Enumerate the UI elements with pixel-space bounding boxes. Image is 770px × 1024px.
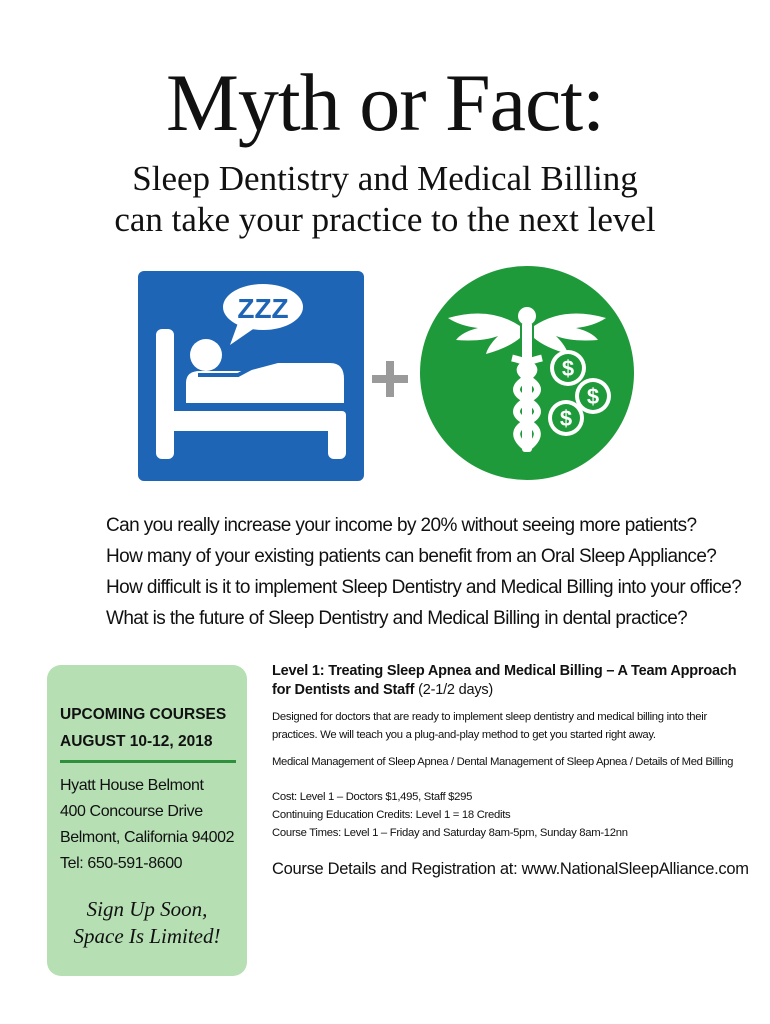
bed-footboard — [328, 411, 346, 459]
signup-line-2: Space Is Limited! — [73, 924, 221, 948]
signup-callout — [47, 896, 247, 950]
course-title — [272, 662, 742, 700]
dollar-coin-1 — [550, 350, 586, 386]
caduceus-dollar-icon — [420, 266, 634, 480]
course-description: Designed for doctors that are ready to implement sleep dentistry and medical billing into their practices. We will teach you a plug-and-play method to get you started right away. — [272, 711, 707, 741]
bed-icon-graphic — [138, 271, 364, 481]
course-topics: Medical Management of Sleep Apnea / Dental Management of Sleep Apnea / Details of Med Billing — [272, 756, 734, 768]
registration-link[interactable]: Course Details and Registration at: www.NationalSleepAlliance.com — [272, 860, 749, 878]
upcoming-courses-title: UPCOMING COURSES — [60, 706, 227, 723]
subtitle-line-2: can take your practice to the next level — [114, 200, 656, 239]
sleeper-head — [190, 339, 222, 371]
question-1: Can you really increase your income by 20% without seeing more patients? — [106, 515, 697, 536]
staff — [522, 322, 532, 452]
venue-address — [60, 773, 234, 877]
venue-street: 400 Concourse Drive — [60, 803, 203, 820]
question-3: How difficult is it to implement Sleep Dentistry and Medical Billing into your office? — [106, 577, 742, 598]
bed-base — [156, 411, 346, 431]
upcoming-courses-heading — [60, 701, 226, 755]
course-cost: Cost: Level 1 – Doctors $1,495, Staff $295 — [272, 791, 473, 803]
course-duration: (2-1/2 days) — [418, 682, 494, 698]
page-title: Myth or Fact: — [166, 57, 604, 148]
svg-text:$: $ — [586, 384, 600, 409]
course-details — [272, 662, 749, 879]
subtitle — [0, 158, 770, 240]
speech-bubble-tail — [230, 323, 256, 345]
question-list — [106, 510, 742, 634]
svg-text:$: $ — [561, 356, 575, 381]
course-times: Course Times: Level 1 – Friday and Saturday 8am-5pm, Sunday 8am-12nn — [272, 827, 628, 839]
signup-line-1: Sign Up Soon, — [86, 897, 208, 921]
bed-sleeping-zzz-icon — [138, 271, 364, 481]
venue-city: Belmont, California 94002 — [60, 829, 235, 846]
dollar-coin-3 — [548, 400, 584, 436]
bed-headboard — [156, 329, 174, 459]
upcoming-courses-panel — [47, 665, 247, 976]
course-title-text: Level 1: Treating Sleep Apnea and Medical Billing – A Team Approach for Dentists and Staff — [272, 663, 737, 698]
venue-name: Hyatt House Belmont — [60, 777, 204, 794]
sidebar-divider — [60, 760, 236, 763]
plus-icon — [368, 357, 412, 401]
svg-text:$: $ — [559, 406, 573, 431]
venue-phone: Tel: 650-591-8600 — [60, 855, 183, 872]
zzz-text: ZZZ — [237, 293, 289, 324]
question-4: What is the future of Sleep Dentistry and Medical Billing in dental practice? — [106, 608, 688, 629]
question-2: How many of your existing patients can benefit from an Oral Sleep Appliance? — [106, 546, 717, 567]
course-info — [272, 788, 742, 842]
course-dates: AUGUST 10-12, 2018 — [60, 733, 213, 750]
subtitle-line-1: Sleep Dentistry and Medical Billing — [132, 159, 638, 198]
course-credits: Continuing Education Credits: Level 1 = 18 Credits — [272, 809, 511, 821]
